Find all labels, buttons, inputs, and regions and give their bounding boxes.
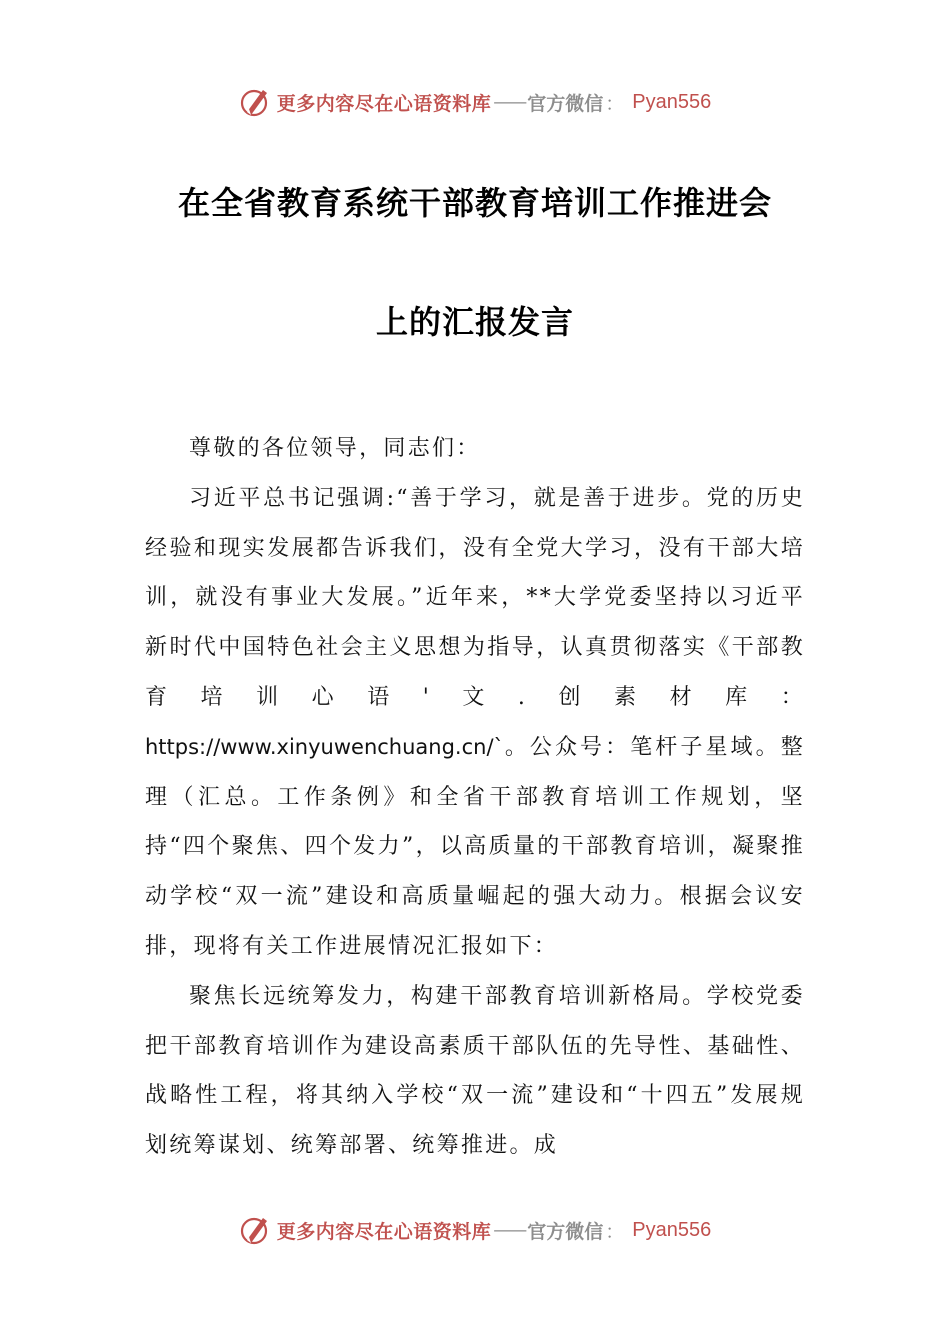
banner-label: 官方微信 <box>527 1220 604 1243</box>
document-title-line1: 在全省教育系统干部教育培训工作推进会 <box>177 184 772 222</box>
paragraph-2: 聚焦长远统筹发力，构建干部教育培训新格局。学校党委把干部教育培训作为建设高素质干部队伍的先导性、基础性、战略性工程，将其纳入学校“双一流”建设和“十四五”发展规划统筹谋划、统筹部署、统筹推进。成 <box>145 983 805 1159</box>
footer-banner <box>0 1210 950 1250</box>
banner-label: 官方微信 <box>527 92 604 115</box>
salutation: 尊敬的各位领导，同志们： <box>189 436 481 461</box>
banner-wechat-id: Pyan556 <box>632 1218 712 1241</box>
banner-dash: —— <box>493 91 526 113</box>
banner-dash: —— <box>493 1219 526 1241</box>
paragraph-1 <box>145 474 805 972</box>
pen-logo-icon <box>239 1213 273 1247</box>
pen-logo-icon <box>239 85 273 119</box>
header-banner <box>0 82 950 122</box>
document-body <box>145 424 805 1171</box>
paragraph-1-text-a: 习近平总书记强调:“善于学习，就是善于进步。党的历史经验和现实发展都告诉我们，没有全党大学习，没有干部大培训，就没有事业大发展。”近年来，**大学党委坚持以习近平新时代中国特色社会主义思想为指导，认真贯彻落实《干部教育培训心语'文.创素材库： <box>145 485 805 710</box>
banner-wechat-id: Pyan556 <box>632 90 712 113</box>
banner-colon: ： <box>605 1220 625 1243</box>
paragraph-1-text-b: 。公众号：笔杆子星域。整理（汇总。工作条例》和全省干部教育培训工作规划，坚持“四个聚焦、四个发力”，以高质量的干部教育培训，凝聚推动学校“双一流”建设和高质量崛起的强大动力。根据会议安排，现将有关工作进展情况汇报如下： <box>145 734 805 959</box>
banner-colon: ： <box>605 92 625 115</box>
banner-site-text: 更多内容尽在心语资料库 <box>276 1220 492 1243</box>
banner-site-text: 更多内容尽在心语资料库 <box>276 92 492 115</box>
document-title-line2: 上的汇报发言 <box>375 303 574 341</box>
paragraph-1-url: https://www.xinyuwenchuang.cn/` <box>145 734 505 759</box>
